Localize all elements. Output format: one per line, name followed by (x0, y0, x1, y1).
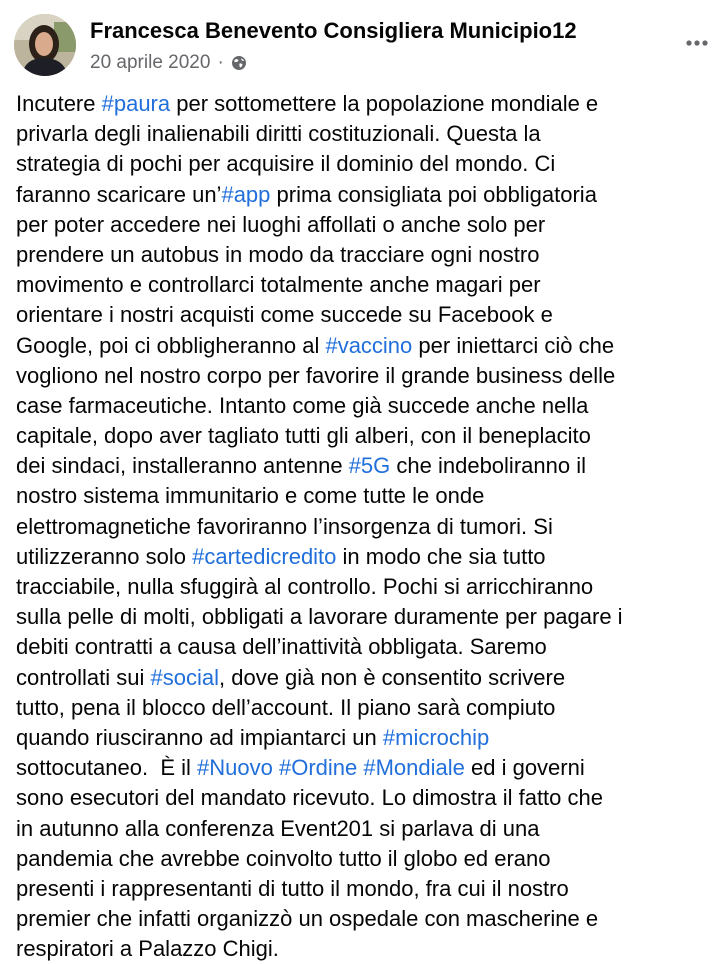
post-text-line (16, 512, 724, 542)
post-text-segment: che indeboliranno il (390, 453, 586, 479)
post-text-segment: per sottomettere la popolazione mondiale e (170, 91, 599, 116)
post-text-segment: case farmaceutiche. Intanto come già succede anche nella (16, 392, 589, 418)
post-text-line (16, 844, 724, 874)
post-text-segment: privarla degli inalienabili diritti costituzionali. Questa la (16, 121, 541, 147)
hashtag-link[interactable]: #Ordine (278, 755, 358, 781)
post-text-segment: pandemia che avrebbe coinvolto tutto il globo ed erano (16, 845, 551, 871)
post-header (14, 14, 714, 78)
post-text-line (16, 693, 724, 723)
post-text-segment: controllati sui (16, 664, 151, 690)
post-text-segment: sono esecutori del mandato ricevuto. Lo dimostra il fatto che (16, 785, 603, 811)
post-text-segment: Incutere (16, 91, 102, 116)
post-text-line (16, 240, 724, 270)
post-text-segment: nostro sistema immunitario e come tutte le onde (16, 483, 485, 509)
post-text-line (16, 904, 724, 934)
post-text-line (16, 119, 724, 149)
post-text-line (16, 451, 724, 481)
meta-separator: · (217, 52, 224, 73)
post-text-segment: per poter accedere nei luoghi affollati o anche solo per (16, 211, 546, 237)
post-text-line (16, 934, 724, 964)
post-text-segment: premier che infatti organizzò un ospedale con mascherine e (16, 906, 599, 932)
post-text-segment: strategia di pochi per acquisire il dominio del mondo. Ci (16, 151, 556, 177)
post-text-segment: tutto, pena il blocco dell’account. Il piano sarà compiuto (16, 694, 556, 720)
post-text-line (16, 723, 724, 753)
hashtag-link[interactable]: #social (150, 664, 219, 690)
hashtag-link[interactable]: #vaccino (325, 332, 413, 358)
post-text-line (16, 210, 724, 240)
more-horizontal-icon (685, 34, 709, 52)
post-text-segment: in modo che sia tutto (336, 543, 546, 569)
post-text-line (16, 421, 724, 451)
author-avatar[interactable] (14, 14, 76, 76)
post-text-line (16, 300, 724, 330)
post-text-segment: , dove già non è consentito scrivere (219, 664, 566, 690)
post-meta (90, 52, 247, 74)
post-text-segment: per iniettarci ciò che (412, 332, 615, 358)
post-text-segment: debiti contratti a causa dell’inattività obbligata. Saremo (16, 634, 547, 660)
post-text-line (16, 481, 724, 511)
post-text-segment: sottocutaneo. È il (16, 755, 197, 781)
post-text-line (16, 331, 724, 361)
post-text-segment: orientare i nostri acquisti come succede su Facebook e (16, 302, 553, 328)
post-text-segment: Google, poi ci obbligheranno al (16, 332, 326, 358)
post-text-line (16, 814, 724, 844)
post-text-segment: tracciabile, nulla sfuggirà al controllo. Pochi si arricchiranno (16, 574, 594, 599)
post-text-line (16, 632, 724, 662)
post-text-line (16, 361, 724, 391)
post-text-segment: sulla pelle di molti, obbligati a lavorare duramente per pagare i (16, 604, 623, 630)
post-text-segment: dei sindaci, installeranno antenne (16, 453, 349, 479)
post-date[interactable]: 20 aprile 2020 (90, 52, 211, 73)
hashtag-link[interactable]: #app (221, 181, 271, 207)
hashtag-link[interactable]: #microchip (382, 724, 490, 750)
post-text (16, 89, 724, 964)
post-text-line (16, 180, 724, 210)
post-text-line (16, 542, 724, 572)
post-text-line (16, 874, 724, 904)
post-text-segment: quando riusciranno ad impiantarci un (16, 724, 383, 750)
hashtag-link[interactable]: #paura (101, 91, 171, 116)
post-text-segment: ed i governi (464, 755, 585, 781)
post-text-segment: prima consigliata poi obbligatoria (270, 181, 597, 207)
post-text-segment: in autunno alla conferenza Event201 si parlava di una (16, 815, 540, 841)
post-text-line (16, 753, 724, 783)
hashtag-link[interactable]: #Nuovo (197, 755, 273, 781)
post-text-line (16, 270, 724, 300)
hashtag-link[interactable]: #cartedicredito (192, 543, 337, 569)
hashtag-link[interactable]: #5G (348, 453, 391, 479)
hashtag-link[interactable]: #Mondiale (363, 755, 465, 781)
post-text-line (16, 572, 724, 602)
post-text-segment: vogliono nel nostro corpo per favorire il grande business delle (16, 362, 616, 388)
post-text-segment: movimento e controllarci totalmente anche magari per (16, 272, 541, 298)
globe-icon[interactable] (231, 55, 247, 71)
post-text-line (16, 391, 724, 421)
post-text-segment: capitale, dopo aver tagliato tutti gli alberi, con il beneplacito (16, 423, 591, 449)
post-text-line (16, 89, 724, 119)
post-text-segment: elettromagnetiche favoriranno l’insorgenza di tumori. Si (16, 513, 553, 539)
post-text-line (16, 602, 724, 632)
author-name[interactable]: Francesca Benevento Consigliera Municipio12 (90, 18, 577, 43)
post-text-segment: utilizzeranno solo (16, 543, 193, 569)
post-text-segment: respiratori a Palazzo Chigi. (16, 936, 279, 962)
post-text-segment: prendere un autobus in modo da tracciare ogni nostro (16, 241, 540, 267)
post-text-segment: presenti i rappresentanti di tutto il mondo, fra cui il nostro (16, 875, 569, 901)
post-text-line (16, 663, 724, 693)
post-text-line (16, 783, 724, 813)
more-options-button[interactable] (680, 26, 714, 60)
post-text-segment: faranno scaricare un’ (16, 181, 222, 207)
post-text-line (16, 149, 724, 179)
